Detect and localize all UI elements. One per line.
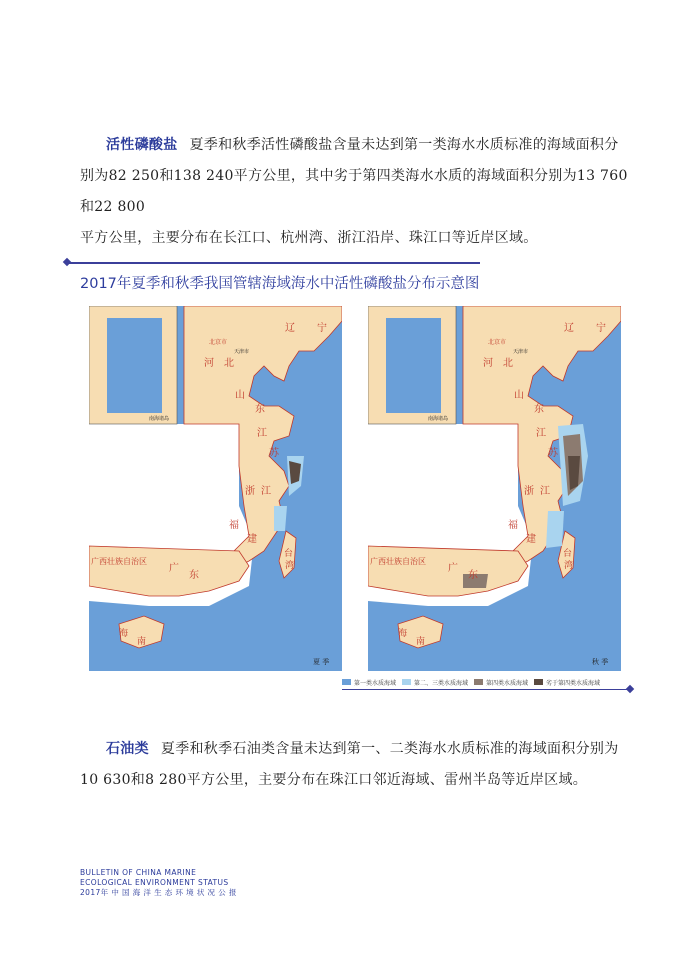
petroleum-text-1: 夏季和秋季石油类含量未达到第一、二类海水水质标准的海域面积分别为 xyxy=(160,741,619,757)
prov-tai: 台 xyxy=(284,549,294,559)
inset-label: 南海诸岛 xyxy=(428,416,449,422)
legend-rule xyxy=(342,689,628,690)
prov-bei: 北 xyxy=(503,358,513,369)
prov-jiang: 江 xyxy=(536,428,546,439)
tianjin-label: 天津市 xyxy=(234,349,250,355)
prov-dong: 东 xyxy=(255,404,265,415)
prov-wan: 湾 xyxy=(564,561,574,571)
legend-item-class23 xyxy=(402,678,468,687)
prov-wan: 湾 xyxy=(285,561,295,571)
prov-nan: 南 xyxy=(416,637,426,647)
petroleum-line-1 xyxy=(80,734,640,765)
prov-tai: 台 xyxy=(563,549,573,559)
phosphate-paragraph xyxy=(80,130,640,254)
legend-swatch xyxy=(402,679,411,685)
prov-dong2: 东 xyxy=(468,570,478,581)
phosphate-line-3: 平方公里，主要分布在长江口、杭州湾、浙江沿岸、珠江口等近岸区域。 xyxy=(80,230,538,246)
prov-zhe: 浙 xyxy=(524,486,534,497)
prov-ning: 宁 xyxy=(596,323,606,334)
beijing-label: 北京市 xyxy=(488,339,507,346)
legend-item-class4 xyxy=(474,678,528,687)
legend-swatch xyxy=(534,679,543,685)
prov-nan: 南 xyxy=(137,637,147,647)
legend-swatch xyxy=(474,679,483,685)
footer-line-2: ECOLOGICAL ENVIRONMENT STATUS xyxy=(80,878,229,887)
prov-zhe: 浙 xyxy=(245,486,255,497)
prov-liao: 辽 xyxy=(564,323,574,334)
prov-jiang2: 江 xyxy=(540,486,550,497)
petroleum-line-2: 10 630和8 280平方公里，主要分布在珠江口邻近海域、雷州半岛等近岸区域。 xyxy=(80,772,588,788)
beijing-label: 北京市 xyxy=(209,339,228,346)
prov-ning: 宁 xyxy=(317,323,327,334)
map-legend xyxy=(342,675,628,689)
inset-sea xyxy=(386,318,441,413)
prov-he: 河 xyxy=(483,358,493,369)
prov-shan: 山 xyxy=(514,390,524,401)
legend-label: 第四类水质海域 xyxy=(486,679,529,687)
class23-water-2 xyxy=(274,506,287,531)
legend-label: 第一类水质海域 xyxy=(354,679,397,687)
map-autumn xyxy=(368,306,621,671)
phosphate-text-1: 夏季和秋季活性磷酸盐含量未达到第一类海水水质标准的海域面积分 xyxy=(189,137,619,153)
prov-guangxi: 广西壮族自治区 xyxy=(370,557,426,566)
map-summer xyxy=(89,306,342,671)
title-rule xyxy=(68,262,480,264)
prov-guang: 广 xyxy=(448,563,458,574)
figure-title: 2017年夏季和秋季我国管辖海域海水中活性磷酸盐分布示意图 xyxy=(80,276,480,292)
prov-jiang: 江 xyxy=(257,428,267,439)
prov-dong2: 东 xyxy=(189,570,199,581)
prov-hai: 海 xyxy=(398,629,408,639)
petroleum-paragraph xyxy=(80,734,640,796)
prov-hai: 海 xyxy=(119,629,129,639)
petroleum-keyword: 石油类 xyxy=(106,741,149,757)
prov-liao: 辽 xyxy=(285,323,295,334)
legend-item-worse4 xyxy=(534,678,600,687)
legend-diamond xyxy=(626,685,634,693)
season-label: 秋 季 xyxy=(592,658,609,666)
phosphate-line-1 xyxy=(80,130,640,161)
class23-water-2 xyxy=(546,511,564,548)
prov-guangxi: 广西壮族自治区 xyxy=(91,557,147,566)
prov-shan: 山 xyxy=(235,390,245,401)
prov-jian: 建 xyxy=(526,534,536,545)
prov-jiang2: 江 xyxy=(261,486,271,497)
prov-he: 河 xyxy=(204,358,214,369)
legend-label: 劣于第四类水质海域 xyxy=(546,679,601,687)
inset-sea xyxy=(107,318,162,413)
prov-dong: 东 xyxy=(534,404,544,415)
inset-label: 南海诸岛 xyxy=(149,416,170,422)
prov-fu: 福 xyxy=(508,520,518,531)
prov-su: 苏 xyxy=(269,448,279,459)
season-label: 夏 季 xyxy=(313,658,330,666)
prov-guang: 广 xyxy=(169,563,179,574)
footer xyxy=(80,868,237,898)
footer-line-3: 2017年 中 国 海 洋 生 态 环 境 状 况 公 报 xyxy=(80,888,237,897)
prov-fu: 福 xyxy=(229,520,239,531)
phosphate-keyword: 活性磷酸盐 xyxy=(106,137,178,153)
prov-jian: 建 xyxy=(247,534,257,545)
phosphate-line-2: 别为82 250和138 240平方公里，其中劣于第四类海水水质的海域面积分别为13 760和22 800 xyxy=(80,168,628,215)
tianjin-label: 天津市 xyxy=(513,349,529,355)
prov-su: 苏 xyxy=(548,448,558,459)
legend-label: 第二、三类水质海域 xyxy=(414,679,469,687)
legend-swatch xyxy=(342,679,351,685)
footer-line-1: BULLETIN OF CHINA MARINE xyxy=(80,868,197,877)
prov-bei: 北 xyxy=(224,358,234,369)
legend-item-class1 xyxy=(342,678,396,687)
